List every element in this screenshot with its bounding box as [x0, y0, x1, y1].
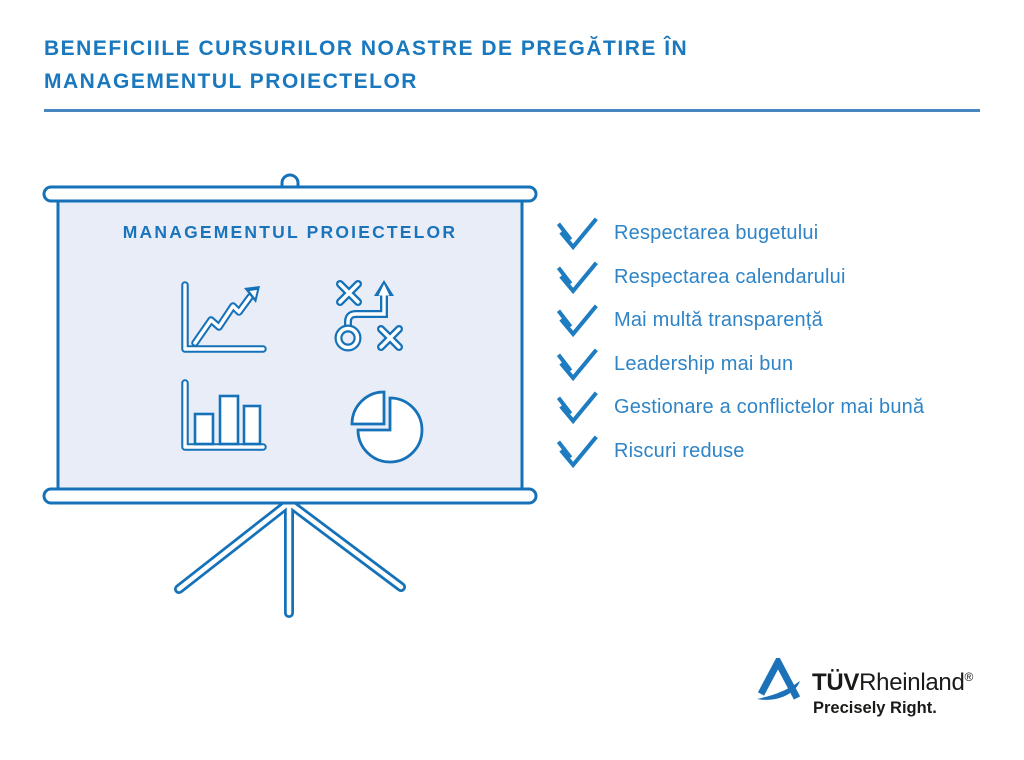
list-item: [556, 212, 986, 256]
page-title-line-2: MANAGEMENTUL PROIECTELOR: [44, 70, 418, 93]
strategy-icon: [332, 274, 412, 358]
board-bottom-bar: [44, 489, 536, 503]
list-item: [556, 299, 986, 343]
check-icon: [556, 389, 600, 426]
board-screen-title: MANAGEMENTUL PROIECTELOR: [122, 222, 458, 242]
page-title-line-1: BENEFICIILE CURSURILOR NOASTRE DE PREGĂTIRE ÎN: [44, 37, 689, 60]
list-item: [556, 256, 986, 300]
list-item-label: Respectarea bugetului: [614, 222, 819, 245]
board-screen: [58, 201, 522, 489]
brand-logo: [753, 655, 1003, 735]
list-item-label: Gestionare a conflictelor mai bună: [614, 396, 925, 419]
check-icon: [556, 259, 600, 296]
brand-name: [812, 669, 973, 697]
presentation-board: [40, 170, 540, 630]
pie-chart-icon: [346, 386, 426, 466]
page-title: [44, 32, 974, 98]
bar-chart-icon: [176, 378, 268, 456]
list-item-label: Riscuri reduse: [614, 439, 745, 462]
list-item-label: Leadership mai bun: [614, 352, 794, 375]
list-item-label: Mai multă transparență: [614, 309, 823, 332]
check-icon: [556, 215, 600, 252]
brand-name-bold: TÜV: [812, 669, 860, 696]
brand-name-regular: Rheinland: [859, 669, 965, 696]
tuv-triangle-icon: [756, 658, 802, 704]
list-item: [556, 343, 986, 387]
benefits-list: [556, 212, 986, 473]
registered-mark: ®: [964, 670, 974, 684]
list-item-label: Respectarea calendarului: [614, 265, 846, 288]
board-top-bar: [44, 187, 536, 201]
title-underline: [44, 109, 980, 112]
tripod-legs: [179, 504, 401, 613]
brand-tagline: Precisely Right.: [813, 699, 937, 717]
check-icon: [556, 302, 600, 339]
check-icon: [556, 346, 600, 383]
check-icon: [556, 433, 600, 470]
list-item: [556, 386, 986, 430]
list-item: [556, 430, 986, 474]
trend-chart-icon: [176, 280, 268, 358]
